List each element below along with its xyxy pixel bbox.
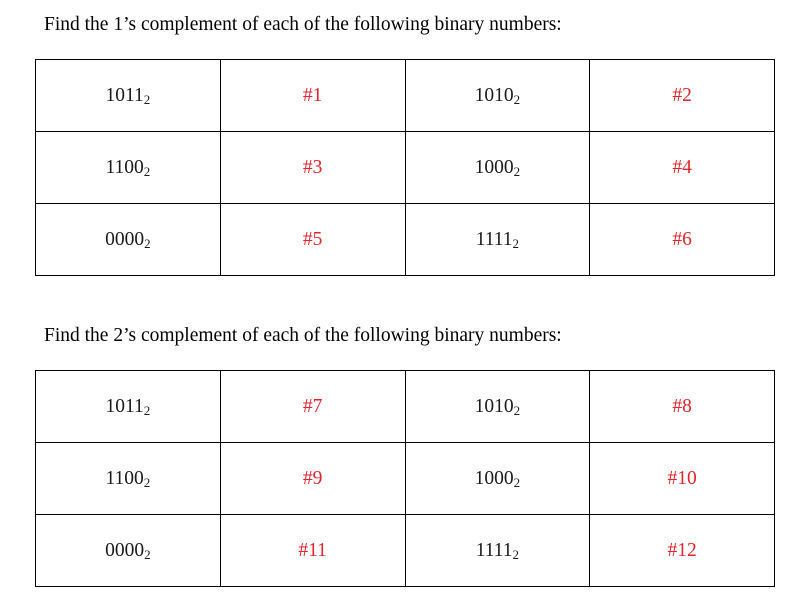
answer-slot-cell[interactable]: [220, 132, 405, 204]
base-subscript: 2: [512, 546, 520, 562]
answer-slot-label: #5: [302, 228, 323, 250]
base-subscript: 2: [513, 402, 521, 418]
section-2-heading: Find the 2’s complement of each of the following binary numbers:: [44, 325, 562, 346]
answer-slot-label: #1: [302, 84, 323, 106]
table-row: [36, 132, 775, 204]
answer-slot-cell[interactable]: [220, 60, 405, 132]
binary-number-cell: [36, 204, 221, 276]
binary-number-cell: [405, 60, 590, 132]
binary-digits: 1100: [105, 156, 144, 178]
answer-slot-cell[interactable]: [590, 515, 775, 587]
base-subscript: 2: [144, 546, 151, 562]
answer-slot-label: #3: [302, 156, 323, 178]
binary-digits: 0000: [105, 228, 145, 250]
base-subscript: 2: [513, 91, 521, 107]
binary-digits: 1100: [105, 467, 144, 489]
binary-digits: 1000: [474, 156, 514, 178]
binary-number-cell: [36, 443, 221, 515]
binary-number-cell: [405, 371, 590, 443]
binary-digits: 1011: [105, 84, 144, 106]
binary-digits: 1111: [475, 539, 513, 561]
section-1-heading: Find the 1’s complement of each of the following binary numbers:: [44, 14, 562, 35]
answer-slot-label: #12: [667, 539, 697, 561]
base-subscript: 2: [143, 474, 151, 490]
binary-number-cell: [36, 60, 221, 132]
answer-slot-cell[interactable]: [590, 371, 775, 443]
binary-number-cell: [36, 371, 221, 443]
binary-digits: 1010: [474, 84, 514, 106]
answer-slot-label: #4: [672, 156, 692, 178]
binary-digits: 0000: [105, 539, 145, 561]
binary-digits: 1111: [475, 228, 513, 250]
table-row: [36, 443, 775, 515]
binary-number-cell: [405, 204, 590, 276]
answer-slot-cell[interactable]: [590, 443, 775, 515]
answer-slot-cell[interactable]: [220, 204, 405, 276]
answer-slot-label: #10: [667, 467, 697, 489]
base-subscript: 2: [513, 474, 521, 490]
ones-complement-table: [35, 59, 775, 276]
answer-slot-cell[interactable]: [590, 132, 775, 204]
answer-slot-cell[interactable]: [220, 371, 405, 443]
table-row: [36, 204, 775, 276]
answer-slot-cell[interactable]: [220, 515, 405, 587]
answer-slot-cell[interactable]: [590, 204, 775, 276]
answer-slot-label: #6: [672, 228, 692, 250]
base-subscript: 2: [513, 163, 521, 179]
answer-slot-cell[interactable]: [590, 60, 775, 132]
binary-number-cell: [405, 132, 590, 204]
table-row: [36, 515, 775, 587]
answer-slot-label: #7: [302, 395, 323, 417]
answer-slot-label: #9: [302, 467, 323, 489]
binary-number-cell: [405, 515, 590, 587]
binary-digits: 1011: [105, 395, 144, 417]
binary-number-cell: [405, 443, 590, 515]
binary-digits: 1000: [474, 467, 514, 489]
table-row: [36, 371, 775, 443]
answer-slot-label: #2: [672, 84, 692, 106]
base-subscript: 2: [143, 163, 151, 179]
table-row: [36, 60, 775, 132]
base-subscript: 2: [512, 235, 520, 251]
binary-number-cell: [36, 132, 221, 204]
answer-slot-cell[interactable]: [220, 443, 405, 515]
answer-slot-label: #8: [672, 395, 692, 417]
binary-digits: 1010: [474, 395, 514, 417]
binary-number-cell: [36, 515, 221, 587]
answer-slot-label: #11: [298, 539, 327, 561]
twos-complement-table: [35, 370, 775, 587]
base-subscript: 2: [144, 235, 151, 251]
base-subscript: 2: [143, 91, 151, 107]
base-subscript: 2: [143, 402, 151, 418]
